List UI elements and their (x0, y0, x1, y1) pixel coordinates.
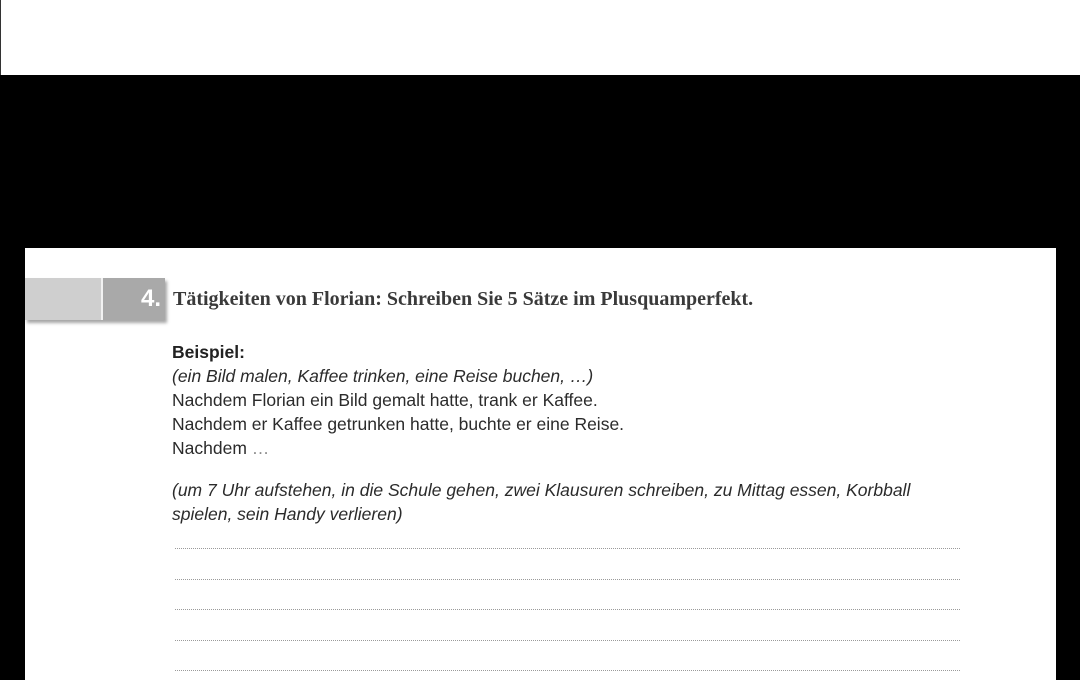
top-blank-area (0, 0, 1080, 75)
continuation-ellipsis: … (251, 438, 270, 458)
example-verbs: (ein Bild malen, Kaffee trinken, eine Reise buchen, …) (172, 366, 594, 386)
example-continuation (172, 436, 972, 460)
answer-line-2[interactable] (175, 579, 960, 580)
continuation-start: Nachdem (172, 438, 247, 458)
exercise-title: Tätigkeiten von Florian: Schreiben Sie 5 Sätze im Plusquamperfekt. (173, 288, 754, 310)
worksheet-page (25, 248, 1056, 680)
answer-line-1[interactable] (175, 548, 960, 549)
answer-line-4[interactable] (175, 640, 960, 641)
task-verbs: (um 7 Uhr aufstehen, in die Schule gehen, zwei Klausuren schreiben, zu Mittag essen, Korbball spielen, sein Handy verlieren) (172, 480, 911, 524)
answer-line-5[interactable] (175, 670, 960, 671)
example-sentence: Nachdem Florian ein Bild gemalt hatte, trank er Kaffee. (172, 390, 598, 410)
exercise-number: 4. (101, 278, 165, 320)
example-heading: Beispiel: (172, 342, 245, 362)
exercise-content (172, 340, 972, 526)
example-sentence: Nachdem er Kaffee getrunken hatte, buchte er eine Reise. (172, 414, 625, 434)
exercise-number-bar (25, 278, 165, 320)
answer-line-3[interactable] (175, 609, 960, 610)
